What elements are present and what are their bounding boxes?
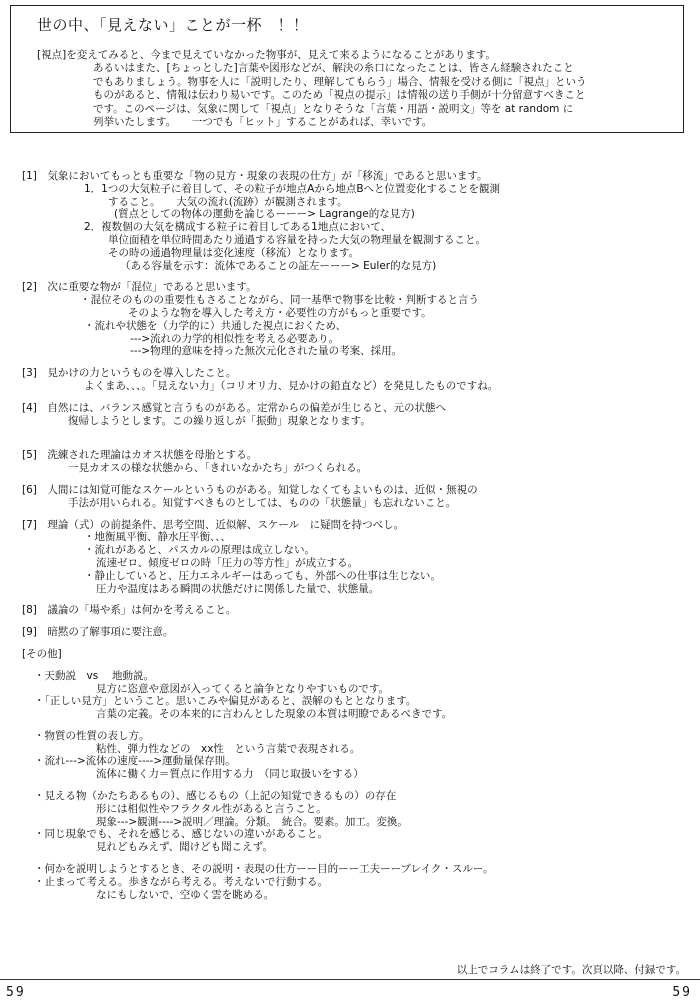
text-line: 圧力や温度はある瞬間の状態だけに関係した量で、状態量。: [96, 582, 380, 595]
text-line: 見れどもみえず、聞けども聞こえず。: [96, 841, 273, 854]
section-13: [22, 790, 682, 854]
text-line: ・「正しい見方」ということ。思いこみや偏見があると、誤解のもととなります。: [34, 695, 417, 708]
text-line: 流体に働く力＝質点に作用する力 （同じ取扱いをする）: [96, 768, 364, 781]
intro-box: [10, 5, 684, 133]
section-10: [22, 648, 682, 661]
footer-note: 以上でコラムは終了です。次頁以降、付録です。: [456, 964, 686, 976]
section-6: [22, 484, 682, 510]
page-number-right: 59: [672, 985, 692, 1000]
text-line: [6] 人間には知覚可能なスケールというものがある。知覚しなくてもよいものは、近似・無視の: [22, 483, 478, 496]
text-line: ・見える物（かたちあるもの）、感じるもの（上記の知覚できるもの）の存在: [34, 790, 397, 803]
section-2: [22, 281, 682, 358]
text-line: --->物理的意味を持った無次元化された量の考案、採用。: [130, 345, 403, 358]
text-line: ・混位そのものの重要性もさることながら、同一基準で物事を比較・判断すると言う: [80, 294, 479, 307]
text-line: ・天動説 vs 地動説。: [34, 669, 155, 682]
section-7: [22, 519, 682, 596]
text-line: ・同じ現象でも、それを感じる、感じないの違いがあること。: [34, 828, 328, 841]
text-line: [8] 議論の「場や系」は何かを考えること。: [22, 604, 237, 617]
text-line: そのような物を導入した考え方・必要性の方がもっと重要です。: [128, 306, 432, 319]
text-line: 粘性、弾力性などの xx性 という言葉で表現される。: [96, 742, 361, 755]
text-line: すること。 大気の流れ(流跡）が観測されます。: [108, 195, 348, 208]
text-line: [5] 洗練された理論はカオス状態を母胎とする。: [22, 449, 258, 462]
text-line: ・流れや状態を（力学的に）共通した視点におくため、: [84, 319, 347, 332]
text-line: [7] 理論（式）の前提条件、思考空間、近似解、スケール に疑問を持つべし。: [22, 518, 405, 531]
text-line: （ある容量を示す：流体であることの証左ーーー> Euler的な見方): [120, 259, 437, 272]
intro-text: [37, 49, 677, 129]
text-line: 現象--->観測---->説明／理論。分類。 統合。要素。加工。変換。: [96, 815, 408, 828]
text-line: 流速ゼロ、傾度ゼロの時「圧力の等方性」が成立する。: [96, 556, 359, 569]
text-line: 復帰しようとします。この繰り返しが「振動」現象となります。: [68, 414, 371, 427]
text-line: ・静止していると、圧力エネルギーはあっても、外部への仕事は生じない。: [84, 569, 441, 582]
intro-line: 列挙いたします。 一つでも「ヒット」することがあれば、幸いです。: [93, 116, 433, 129]
text-line: 手法が用いられる。知覚すべきものとしては、ものの「状態量」も忘れないこと。: [68, 496, 457, 509]
text-line: 1．1つの大気粒子に着目して、その粒子が地点Aから地点Bへと位置変化することを観測: [84, 182, 501, 195]
section-9: [22, 626, 682, 639]
text-line: ・流れ--->流体の速度---->運動量保存則。: [34, 755, 236, 768]
text-line: --->流れの力学的相似性を考える必要あり。: [130, 332, 340, 345]
text-line: なにもしないで、空ゆく雲を眺める。: [96, 888, 275, 901]
text-line: [2] 次に重要な物が「混位」であると思います。: [22, 281, 257, 294]
text-line: ・地衡風平衡、静水圧平衡、、、: [84, 531, 231, 544]
intro-line: でもありましょう。物事を人に「説明したり、理解してもらう」場合、情報を受ける側に「視点」という: [93, 75, 587, 88]
text-line: [9] 暗黙の了解事項に要注意。: [22, 626, 174, 639]
section-4: [22, 402, 682, 428]
text-line: ・流れがあると、パスカルの原理は成立しない。: [84, 544, 315, 557]
section-1: [22, 170, 682, 272]
intro-line: [視点]を変えてみると、今まで見えていなかった物事が、見えて来るようになることがあります。: [37, 49, 496, 61]
text-line: [4] 自然には、バランス感覚と言うものがある。定常からの偏差が生じると、元の状態へ: [22, 401, 447, 414]
intro-line: です。このページは、気象に関して「視点」となりそうな「言葉・用語・説明文」等を at random に: [93, 102, 574, 115]
text-line: ・物質の性質の表し方。: [34, 729, 150, 742]
footer-divider: [0, 979, 700, 980]
text-line: ・何かを説明しようとするとき、その説明・表現の仕方ーー目的ーー工夫ーーブレイク・スルー。: [34, 863, 494, 876]
section-8: [22, 604, 682, 617]
text-line: 単位面積を単位時間あたり通過する容量を持った大気の物理量を観測すること。: [108, 233, 486, 246]
section-5: [22, 449, 682, 475]
page-title: 世の中、「見えない」ことが一杯 ！！: [37, 16, 309, 34]
text-line: [3] 見かけの力というものを導入したこと。: [22, 367, 237, 380]
text-line: その時の通過物理量は変化速度（移流）となります。: [108, 246, 360, 259]
page-number-left: 59: [6, 985, 26, 1000]
text-line: 2．複数個の大気を構成する粒子に着目してある1地点において、: [84, 221, 392, 234]
section-11: [22, 670, 682, 721]
text-line: 一見カオスの様な状態から、「きれいなかたち」がつくられる。: [68, 462, 368, 475]
section-14: [22, 863, 682, 901]
intro-line: あるいはまた、[ちょっとした]言葉や図形などが、解決の糸口になったことは、皆さん経験されたこと: [93, 62, 574, 75]
text-line: (質点としての物体の運動を論じるーーー> Lagrange的な見方): [114, 208, 415, 221]
column-body: [22, 170, 682, 901]
section-12: [22, 730, 682, 781]
text-line: 言葉の定義。その本来的に言わんとした現象の本質は明瞭であるべきです。: [96, 708, 453, 721]
intro-line: ものがあると、情報は伝わり易いです。このため「視点の提示」は情報の送り手側が十分留意すべきこと: [93, 89, 586, 102]
text-line: 形には相似性やフラクタル性があると言うこと。: [96, 802, 327, 815]
text-line: よくまあ、、、。「見えない力」（コリオリ力、見かけの鉛直など）を発見したものですね。: [84, 379, 499, 392]
text-line: [その他]: [22, 647, 62, 660]
section-3: [22, 367, 682, 393]
text-line: ・止まって考える。歩きながら考える。考えないで行動する。: [34, 875, 328, 888]
text-line: [1] 気象においてもっとも重要な「物の見方・現象の表現の仕方」が「移流」であると思います。: [22, 170, 488, 182]
text-line: 見方に恣意や意図が入ってくると論争となりやすいものです。: [96, 682, 390, 695]
